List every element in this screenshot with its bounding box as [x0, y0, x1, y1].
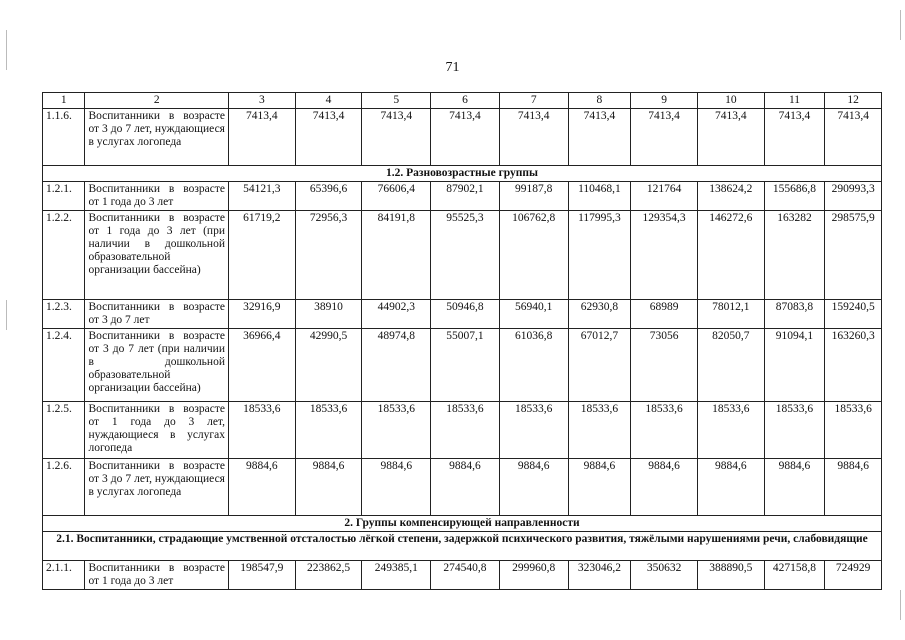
- value-cell: 82050,7: [697, 329, 764, 402]
- value-cell: 9884,6: [697, 459, 764, 516]
- section-header-row: [43, 532, 882, 561]
- value-cell: 65396,6: [295, 182, 362, 211]
- value-cell: 73056: [631, 329, 698, 402]
- value-cell: 223862,5: [295, 561, 362, 590]
- value-cell: 18533,6: [431, 402, 500, 459]
- table-body: [43, 93, 882, 590]
- value-cell: 9884,6: [825, 459, 882, 516]
- section-title: 1.2. Разновозрастные группы: [43, 166, 882, 182]
- data-table: [42, 92, 882, 590]
- table-row: [43, 182, 882, 211]
- column-number: 11: [764, 93, 825, 109]
- row-description: Воспитанники в возрасте от 1 года до 3 лет, нуждающиеся в услугах логопеда: [85, 402, 229, 459]
- value-cell: 198547,9: [228, 561, 295, 590]
- row-code: 1.2.2.: [43, 211, 85, 300]
- value-cell: 84191,8: [362, 211, 431, 300]
- value-cell: 155686,8: [764, 182, 825, 211]
- value-cell: 61719,2: [228, 211, 295, 300]
- value-cell: 18533,6: [825, 402, 882, 459]
- row-description: Воспитанники в возрасте от 3 до 7 лет (при наличии в дошкольной образовательной организации бассейна): [85, 329, 229, 402]
- value-cell: 38910: [295, 300, 362, 329]
- column-number: 12: [825, 93, 882, 109]
- value-cell: 9884,6: [499, 459, 568, 516]
- column-number: 4: [295, 93, 362, 109]
- value-cell: 724929: [825, 561, 882, 590]
- row-description: Воспитанники в возрасте от 3 до 7 лет: [85, 300, 229, 329]
- row-description: Воспитанники в возрасте от 3 до 7 лет, нуждающиеся в услугах логопеда: [85, 459, 229, 516]
- value-cell: 7413,4: [568, 109, 631, 166]
- value-cell: 290993,3: [825, 182, 882, 211]
- value-cell: 36966,4: [228, 329, 295, 402]
- value-cell: 18533,6: [228, 402, 295, 459]
- row-code: 1.2.6.: [43, 459, 85, 516]
- value-cell: 48974,8: [362, 329, 431, 402]
- column-number: 7: [499, 93, 568, 109]
- value-cell: 18533,6: [568, 402, 631, 459]
- scan-edge-mark: [900, 590, 901, 620]
- value-cell: 350632: [631, 561, 698, 590]
- value-cell: 76606,4: [362, 182, 431, 211]
- value-cell: 110468,1: [568, 182, 631, 211]
- value-cell: 7413,4: [764, 109, 825, 166]
- value-cell: 7413,4: [825, 109, 882, 166]
- column-number: 1: [43, 93, 85, 109]
- table-row: [43, 459, 882, 516]
- value-cell: 9884,6: [362, 459, 431, 516]
- row-code: 1.2.5.: [43, 402, 85, 459]
- value-cell: 121764: [631, 182, 698, 211]
- row-description: Воспитанники в возрасте от 1 года до 3 лет: [85, 561, 229, 590]
- value-cell: 56940,1: [499, 300, 568, 329]
- value-cell: 68989: [631, 300, 698, 329]
- table-row: [43, 211, 882, 300]
- value-cell: 146272,6: [697, 211, 764, 300]
- column-number: 10: [697, 93, 764, 109]
- value-cell: 9884,6: [764, 459, 825, 516]
- value-cell: 249385,1: [362, 561, 431, 590]
- value-cell: 72956,3: [295, 211, 362, 300]
- value-cell: 18533,6: [631, 402, 698, 459]
- value-cell: 299960,8: [499, 561, 568, 590]
- value-cell: 62930,8: [568, 300, 631, 329]
- table-row: [43, 561, 882, 590]
- value-cell: 7413,4: [631, 109, 698, 166]
- value-cell: 87083,8: [764, 300, 825, 329]
- value-cell: 159240,5: [825, 300, 882, 329]
- value-cell: 163282: [764, 211, 825, 300]
- value-cell: 44902,3: [362, 300, 431, 329]
- value-cell: 9884,6: [431, 459, 500, 516]
- value-cell: 138624,2: [697, 182, 764, 211]
- value-cell: 18533,6: [362, 402, 431, 459]
- value-cell: 18533,6: [295, 402, 362, 459]
- scan-edge-mark: [900, 10, 901, 40]
- value-cell: 129354,3: [631, 211, 698, 300]
- value-cell: 7413,4: [295, 109, 362, 166]
- value-cell: 163260,3: [825, 329, 882, 402]
- column-number-row: [43, 93, 882, 109]
- value-cell: 87902,1: [431, 182, 500, 211]
- value-cell: 298575,9: [825, 211, 882, 300]
- value-cell: 18533,6: [764, 402, 825, 459]
- value-cell: 323046,2: [568, 561, 631, 590]
- column-number: 5: [362, 93, 431, 109]
- row-code: 1.2.1.: [43, 182, 85, 211]
- value-cell: 427158,8: [764, 561, 825, 590]
- value-cell: 117995,3: [568, 211, 631, 300]
- value-cell: 7413,4: [228, 109, 295, 166]
- value-cell: 7413,4: [499, 109, 568, 166]
- value-cell: 106762,8: [499, 211, 568, 300]
- value-cell: 78012,1: [697, 300, 764, 329]
- column-number: 9: [631, 93, 698, 109]
- row-code: 1.2.3.: [43, 300, 85, 329]
- value-cell: 50946,8: [431, 300, 500, 329]
- value-cell: 42990,5: [295, 329, 362, 402]
- value-cell: 9884,6: [568, 459, 631, 516]
- value-cell: 99187,8: [499, 182, 568, 211]
- value-cell: 54121,3: [228, 182, 295, 211]
- value-cell: 7413,4: [697, 109, 764, 166]
- table-row: [43, 329, 882, 402]
- scan-edge-mark: [6, 300, 7, 330]
- value-cell: 67012,7: [568, 329, 631, 402]
- row-code: 1.1.6.: [43, 109, 85, 166]
- row-description: Воспитанники в возрасте от 1 года до 3 лет: [85, 182, 229, 211]
- column-number: 6: [431, 93, 500, 109]
- table-row: [43, 109, 882, 166]
- value-cell: 9884,6: [631, 459, 698, 516]
- column-number: 3: [228, 93, 295, 109]
- value-cell: 61036,8: [499, 329, 568, 402]
- value-cell: 55007,1: [431, 329, 500, 402]
- value-cell: 91094,1: [764, 329, 825, 402]
- value-cell: 95525,3: [431, 211, 500, 300]
- page-number: 71: [445, 60, 460, 75]
- section-header-row: [43, 516, 882, 532]
- value-cell: 7413,4: [362, 109, 431, 166]
- value-cell: 274540,8: [431, 561, 500, 590]
- table-row: [43, 300, 882, 329]
- column-number: 2: [85, 93, 229, 109]
- value-cell: 9884,6: [228, 459, 295, 516]
- section-header-row: [43, 166, 882, 182]
- value-cell: 18533,6: [499, 402, 568, 459]
- value-cell: 18533,6: [697, 402, 764, 459]
- column-number: 8: [568, 93, 631, 109]
- row-description: Воспитанники в возрасте от 3 до 7 лет, нуждающиеся в услугах логопеда: [85, 109, 229, 166]
- section-title: 2. Группы компенсирующей направленности: [43, 516, 882, 532]
- row-description: Воспитанники в возрасте от 1 года до 3 лет (при наличии в дошкольной образовательной организации бассейна): [85, 211, 229, 300]
- row-code: 1.2.4.: [43, 329, 85, 402]
- value-cell: 9884,6: [295, 459, 362, 516]
- value-cell: 7413,4: [431, 109, 500, 166]
- value-cell: 32916,9: [228, 300, 295, 329]
- row-code: 2.1.1.: [43, 561, 85, 590]
- section-title: 2.1. Воспитанники, страдающие умственной отсталостью лёгкой степени, задержкой психического развития, тяжёлыми нарушениями речи, слабовидящие: [43, 532, 882, 561]
- table-row: [43, 402, 882, 459]
- value-cell: 388890,5: [697, 561, 764, 590]
